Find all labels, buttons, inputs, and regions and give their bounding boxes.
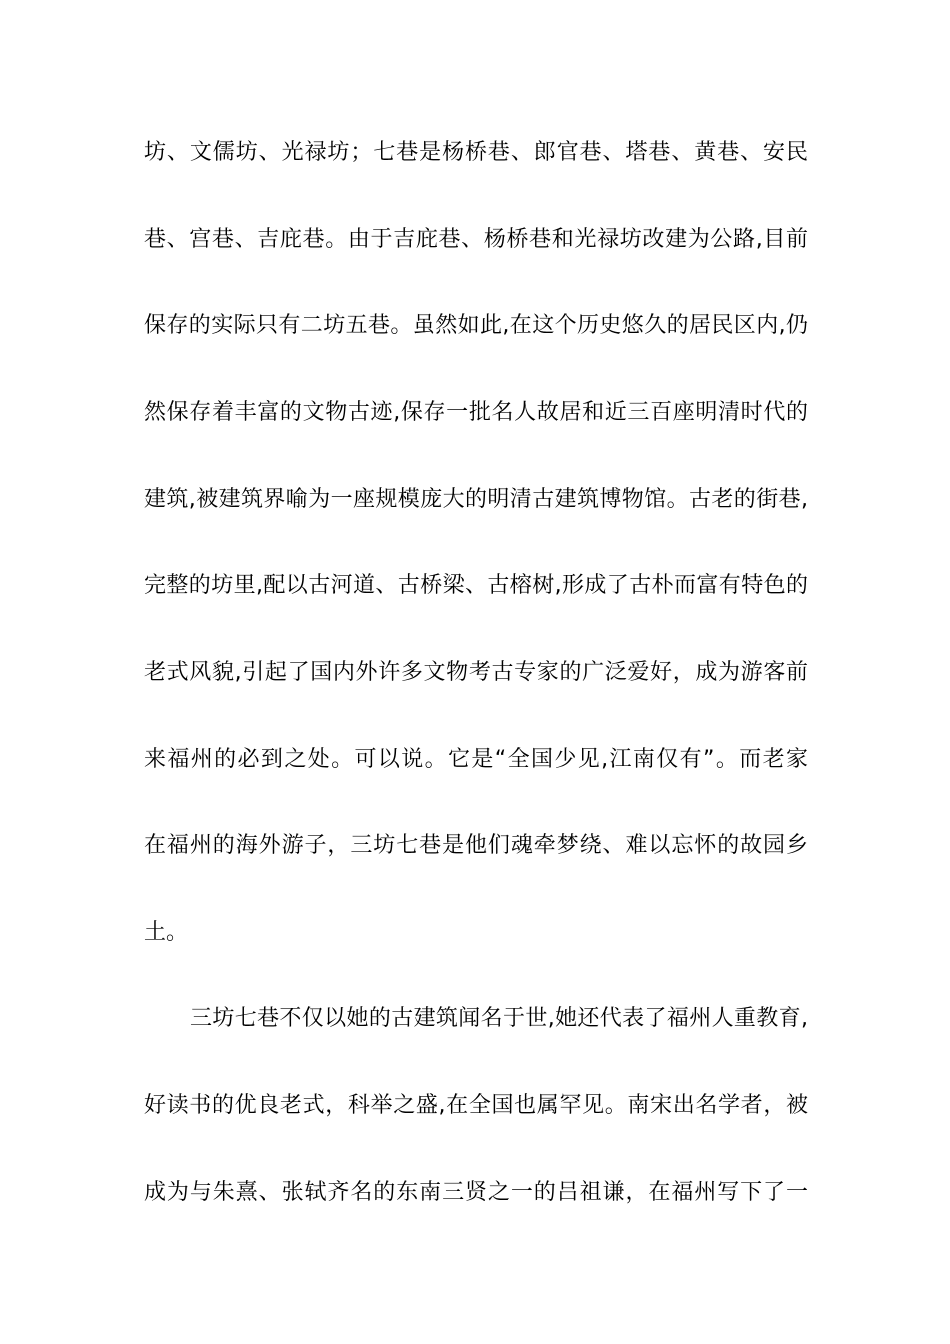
text-line: 然保存着丰富的文物古迹,保存一批名人故居和近三百座明清时代的 <box>144 400 808 425</box>
text-line: 保存的实际只有二坊五巷。虽然如此,在这个历史悠久的居民区内,仍 <box>144 313 808 338</box>
text-line: 好读书的优良老式，科举之盛,在全国也属罕见。南宋出名学者，被 <box>144 1093 808 1118</box>
text-line: 来福州的必到之处。可以说。它是“全国少见,江南仅有”。而老家 <box>144 747 808 772</box>
text-line: 建筑,被建筑界喻为一座规模庞大的明清古建筑博物馆。古老的街巷, <box>144 487 808 512</box>
text-line: 坊、文儒坊、光禄坊；七巷是杨桥巷、郎官巷、塔巷、黄巷、安民 <box>144 140 808 165</box>
text-line: 老式风貌,引起了国内外许多文物考古专家的广泛爱好，成为游客前 <box>144 660 808 685</box>
text-line: 成为与朱熹、张轼齐名的东南三贤之一的吕祖谦，在福州写下了一 <box>144 1180 808 1205</box>
text-line: 巷、宫巷、吉庇巷。由于吉庇巷、杨桥巷和光禄坊改建为公路,目前 <box>144 227 808 252</box>
text-line: 土。 <box>144 920 189 945</box>
text-line: 在福州的海外游子，三坊七巷是他们魂牵梦绕、难以忘怀的故园乡 <box>144 833 808 858</box>
paragraph-first-line: 三坊七巷不仅以她的古建筑闻名于世,她还代表了福州人重教育, <box>190 1006 808 1031</box>
text-line: 完整的坊里,配以古河道、古桥梁、古榕树,形成了古朴而富有特色的 <box>144 573 808 598</box>
